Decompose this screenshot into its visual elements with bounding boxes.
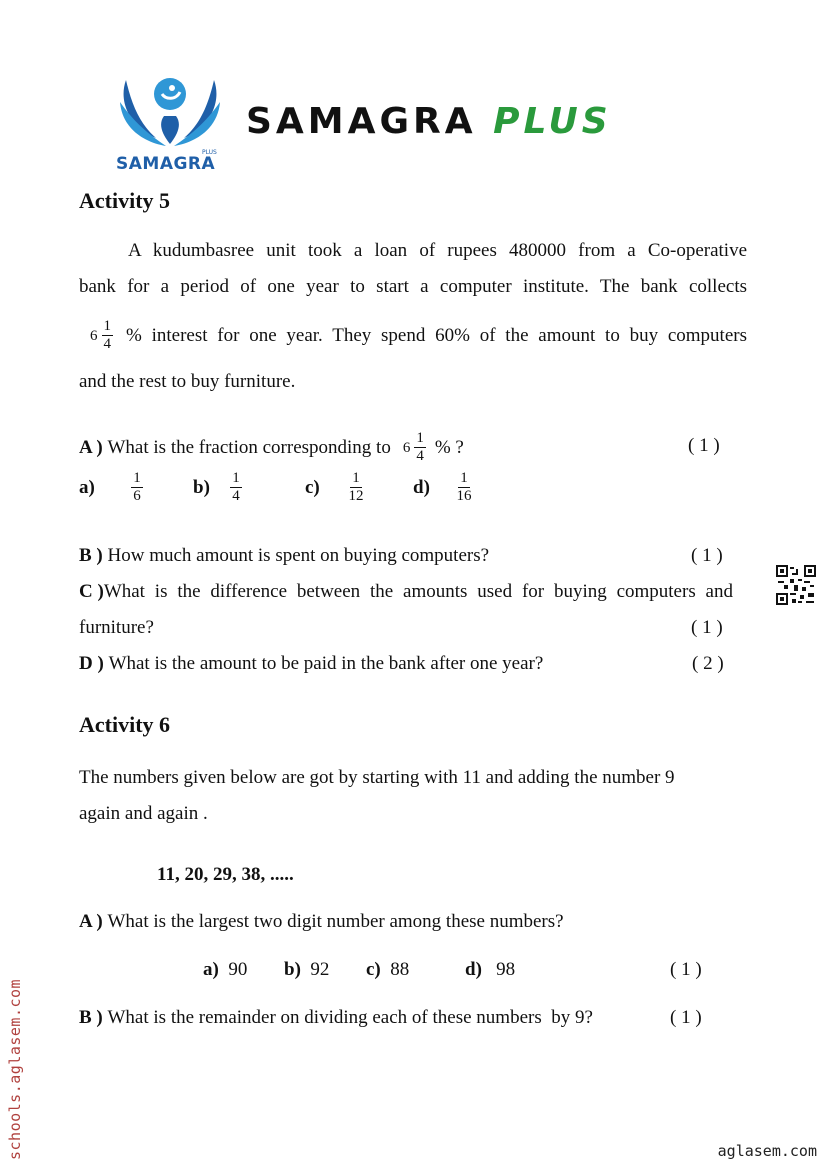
activity-5-para-line-3: [90, 318, 747, 353]
option-d-label: d): [413, 476, 430, 498]
activity-5-question-c-line-2: furniture?: [79, 617, 154, 638]
activity-6-option-b: b) 92: [284, 959, 330, 980]
option-c-fraction: $\frac{1}{12}$: [348, 470, 364, 504]
option-a-fraction: $\frac{1}{6}$: [133, 470, 141, 504]
activity-5-question-d: D ) What is the amount to be paid in the bank after one year?: [79, 653, 544, 674]
activity-5-para-line-2: bank for a period of one year to start a computer institute. The bank collects: [79, 276, 747, 297]
activity-6-question-b: B ) What is the remainder on dividing each of these numbers by 9?: [79, 1007, 593, 1028]
activity-6-para-line-2: again and again .: [79, 803, 208, 824]
question-a-marks: ( 1 ): [688, 435, 720, 456]
brand-accent: PLUS: [493, 101, 612, 142]
footer-watermark: aglasem.com: [717, 1142, 817, 1160]
activity-6-para-line-1: The numbers given below are got by starting with 11 and adding the number 9: [79, 767, 675, 788]
svg-text:SAMAGRA: SAMAGRA: [116, 154, 216, 174]
question-a-mixed-fraction: 6 $\frac{1}{4}$: [402, 430, 424, 464]
option-a-label: a): [79, 476, 95, 498]
qr-code: [776, 565, 816, 605]
activity-6-question-b-marks: ( 1 ): [670, 1007, 702, 1028]
activity-6-option-d: d) 98: [465, 959, 516, 980]
number-sequence: 11, 20, 29, 38, .....: [157, 864, 294, 885]
question-c-marks: ( 1 ): [691, 617, 723, 638]
question-b-marks: ( 1 ): [691, 545, 723, 566]
activity-6-question-a-marks: ( 1 ): [670, 959, 702, 980]
option-d-fraction: $\frac{1}{16}$: [456, 470, 472, 504]
activity-6-question-a: A ) What is the largest two digit number among these numbers?: [79, 911, 564, 932]
activity-5-title: Activity 5: [79, 188, 171, 213]
option-b-label: b): [193, 476, 210, 498]
activity-6-title: Activity 6: [79, 712, 171, 737]
activity-5-para-line-4: and the rest to buy furniture.: [79, 371, 296, 392]
activity-6-option-c: c) 88: [366, 959, 410, 980]
rate-mixed-fraction: 6 $\frac{1}{4}$: [90, 318, 111, 352]
brand-title: [246, 96, 612, 148]
activity-5-options: [79, 470, 481, 505]
option-c-label: c): [305, 476, 320, 498]
activity-5-question-a: A ) What is the fraction corresponding to 6 $\frac{1}{4}$ % ?: [79, 430, 464, 464]
brand-main: SAMAGRA: [246, 101, 477, 142]
svg-text:PLUS: PLUS: [202, 149, 217, 156]
samagra-logo: [112, 72, 228, 174]
activity-5-question-c: C ) What is the difference between the amounts used for buying computers and: [79, 581, 733, 602]
activity-5-question-b: B ) How much amount is spent on buying computers?: [79, 545, 490, 566]
rate-line-text: % interest for one year. They spend 60% of the amount to buy computers: [126, 324, 747, 346]
side-watermark: schools.aglasem.com: [6, 978, 24, 1160]
option-b-fraction: $\frac{1}{4}$: [232, 470, 240, 504]
activity-6-option-a: a) 90: [203, 959, 248, 980]
question-d-marks: ( 2 ): [692, 653, 724, 674]
activity-5-para-line-1: A kudumbasree unit took a loan of rupees 480000 from a Co-operative: [128, 240, 747, 261]
